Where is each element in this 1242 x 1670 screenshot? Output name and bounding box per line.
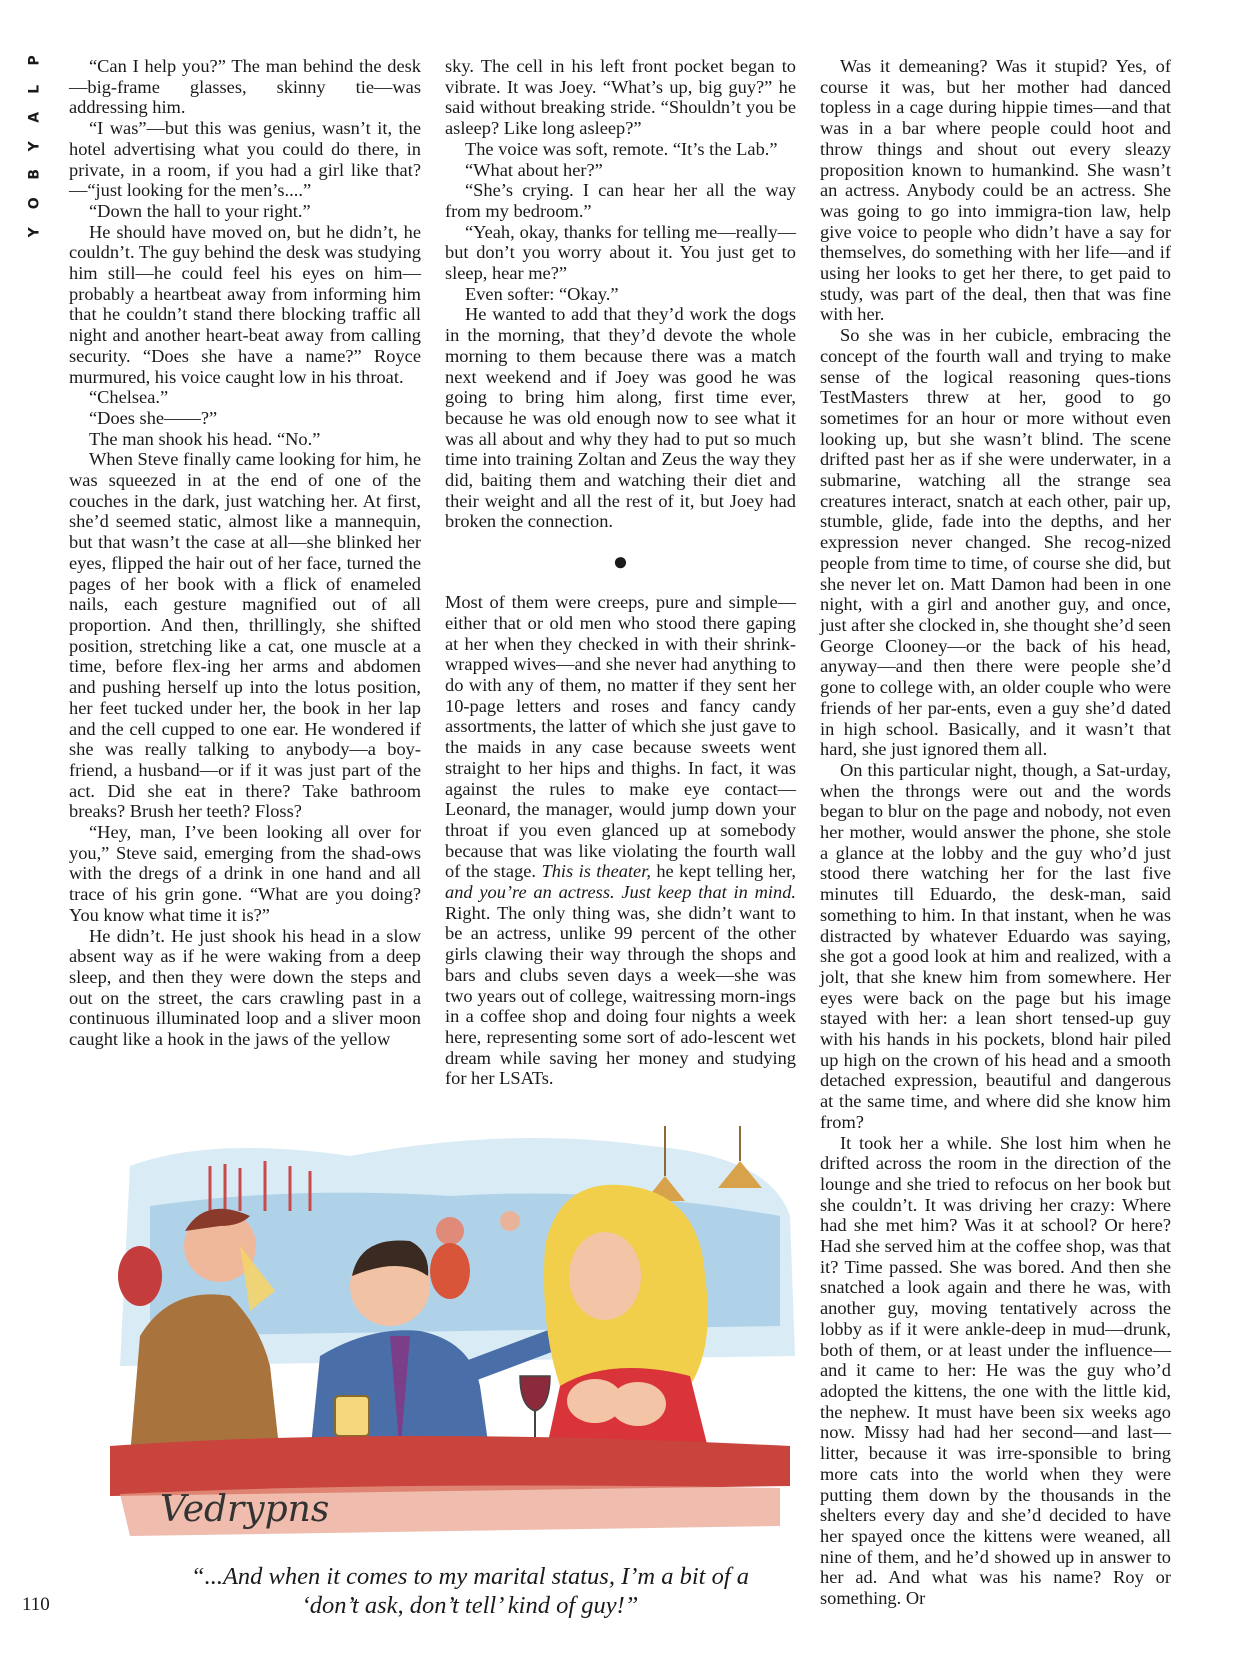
paragraph: “Yeah, okay, thanks for telling me—really—but don’t you worry about it. You just get to sleep, hear me?” <box>445 221 796 284</box>
masthead-letter: B <box>26 169 43 181</box>
caption-line: “...And when it comes to my marital status, I’m a bit of a <box>190 1563 750 1590</box>
paragraph: When Steve finally came looking for him, he was squeezed in at the end of one of the couches in the dark, just watching her. At first, she’d seemed static, almost like a mannequin, but that wasn’t the case at all—she blinked her eyes, flipped the hair out of her face, turned the pages of her book with a flick of enameled nails, each gesture magnified out of all proportion. And then, thrillingly, she shifted position, stretching like a cat, one muscle at a time, before flex-ing her arms and abdomen and pushing herself up into the lotus position, her feet tucked under her, the book in her lap and the cell cupped to one ear. He wondered if she was really talking to anybody—a boy-friend, a husband—or if it was just part of the act. Did she eat in there? Take bathroom breaks? Brush her teeth? Floss? <box>69 449 421 822</box>
paragraph: It took her a while. She lost him when he drifted across the room in the direction of the lounge and she tried to refocus on her book but she couldn’t. It was driving her crazy: Where had she met him? Was it at school? Or here? Had she served him at the coffee shop, was that it? Time passed. She was bored. And then she snatched a look again and there he was, with another guy, moving tentatively across the lobby as if it were ankle-deep in mud—drunk, both of them, or at least under the influence—and it came to her: He was the guy who’d adopted the kittens, the one with the little kid, the nephew. It must have been six weeks ago now. Missy had had her second—and last—litter, because it was irre-sponsible to bring more cats into the world when they were putting them down by the thousands in the shelters every day and she’d decided to have her spayed once the kittens were weaned, all nine of them, and he’d showed up in answer to her ad. And what was his name? Roy or something. Or <box>820 1132 1171 1609</box>
paragraph: So she was in her cubicle, embracing the concept of the fourth wall and trying to make sense of the logical reasoning ques-tions TestMasters threw at her, good to go sometimes for an hour or more without even looking up, but she wasn’t blind. The scene drifted past her as if she were underwater, in a submarine, watching all the strange sea creatures interact, snatch at each other, pair up, stumble, glide, fade into the depths, and her expression never changed. She recog-nized people from time to time, of course she did, but she never let on. Matt Damon had been in one night, with a girl and another guy, and once, just after she clocked in, she thought she’d seen George Clooney—or the back of his head, anyway—and then there were people she’d gone to college with, an older couple who were friends of her par-ents, even a guy she’d dated in high school. Basically, and it wasn’t that hard, she just ignored them all. <box>820 325 1171 760</box>
paragraph: On this particular night, though, a Sat-urday, when the throngs were out and the words began to blur on the page and nobody, not even her mother, would answer the phone, she stole a glance at the lobby and the guy who’d just stood there watching her for the last five minutes till Eduardo, the desk-man, said something to him. In that instant, when he was distracted by whatever Eduardo was saying, she got a good look at him and realized, with a jolt, that she knew him from somewhere. Her eyes were back on the page but his image stayed with her: a lean short tensed-up guy with his hands in his pockets, blond hair piled up high on the crown of his head and a smooth detached expression, beautiful and dangerous at the same time, and where did she know him from? <box>820 759 1171 1132</box>
paragraph: “What about her?” <box>465 159 603 180</box>
paragraph: He should have moved on, but he didn’t, he couldn’t. The guy behind the desk was studying him still—he could feel his eyes on him—probably a heartbeat away from informing him that he couldn’t stand there blocking traffic all night and another heart-beat away from calling security. “Does she have a name?” Royce murmured, his voice caught low in his throat. <box>69 221 421 387</box>
paragraph: sky. The cell in his left front pocket began to vibrate. It was Joey. “What’s up, big guy?” he said without breaking stride. “Shouldn’t you be asleep? Like long asleep?” <box>445 56 796 139</box>
background-person <box>118 1246 162 1306</box>
cartoon-caption <box>110 1562 830 1620</box>
paragraph: Was it demeaning? Was it stupid? Yes, of course it was, but her mother had danced topless in a cage during hippie times—and that was in a bar where people could hoot and throw things and shout out every sleazy proposition known to humankind. She wasn’t an actress. Anybody could be an actress. She was going to go into immigra-tion law, help give voice to people who didn’t have a say for themselves, do something with her life—and if using her looks to get her there, to get paid to study, was part of the deal, then that was fine with her. <box>820 56 1171 325</box>
paragraph: “Can I help you?” The man behind the desk—big-frame glasses, skinny tie—was addressing him. <box>69 56 421 118</box>
text-run: he kept telling her, <box>650 861 797 882</box>
paragraph <box>445 592 796 1089</box>
masthead-letter: L <box>26 84 43 94</box>
paragraph: Even softer: “Okay.” <box>465 283 619 304</box>
artist-signature: Vedrypns <box>160 1489 330 1530</box>
paragraph: He didn’t. He just shook his head in a slow absent way as if he were waking from a deep sleep, and then they were down the steps and out on the street, the cars crawling past in a continuous illuminated loop and a sliver moon caught like a hook in the jaws of the yellow <box>69 925 421 1050</box>
page-number: 110 <box>22 1594 50 1615</box>
paragraph: “Down the hall to your right.” <box>89 200 311 221</box>
paragraph: “Does she——?” <box>89 407 218 428</box>
masthead-letter: P <box>26 55 43 66</box>
italic-text: and you’re an actress. Just keep that in mind. <box>445 882 796 903</box>
background-person <box>430 1243 470 1299</box>
paragraph: “She’s crying. I can hear her all the way from my bedroom.” <box>445 180 796 221</box>
paragraph: “Hey, man, I’ve been looking all over for you,” Steve said, emerging from the shad-ows with the dregs of a drink in one hand and all trace of his grin gone. “What are you doing? You know what time it is?” <box>69 822 421 925</box>
masthead-letter: A <box>26 112 43 123</box>
text-run: Most of them were creeps, pure and simple—either that or old men who stood there gaping at her when they checked in with their shrink-wrapped wives—and she never had anything to do with any of them, no matter if they sent her 10-page letters and roses and fancy candy assortments, the latter of which she just gave to the maids in any case because sweets went straight to her hips and thighs. In fact, it was against the rules to make eye contact—Leonard, the manager, would jump down your throat if you even glanced up at somebody because that was like violating the fourth wall of the stage. <box>445 592 796 882</box>
text-run: Right. The only thing was, she didn’t want to be an actress, unlike 99 percent of the other girls clawing their way through the shops and bars and clubs seven days a week—she was two years out of college, waitressing morn-ings in a coffee shop and doing four nights a week here, representing some sort of ado-lescent wet dream while saving her money and studying for her LSATs. <box>445 902 796 1089</box>
text-column-2 <box>445 56 796 1089</box>
text-column-3 <box>820 56 1171 1609</box>
woman-blonde <box>544 1185 710 1456</box>
paragraph: The voice was soft, remote. “It’s the Lab.” <box>465 138 778 159</box>
caption-line: ‘don’t ask, don’t tell’ kind of guy!” <box>301 1592 639 1619</box>
paragraph: The man shook his head. “No.” <box>89 428 321 449</box>
paragraph: “I was”—but this was genius, wasn’t it, the hotel advertising what you could do there, in private, in a room, if you had a girl like that?—“just looking for the men’s....” <box>69 118 421 201</box>
masthead-letter: Y <box>26 141 43 152</box>
section-break-dot: ● <box>612 547 629 577</box>
masthead-vertical <box>24 46 46 246</box>
cartoon-illustration <box>90 1126 820 1556</box>
text-column-1 <box>69 56 421 1050</box>
paragraph: “Chelsea.” <box>89 387 169 408</box>
background-person <box>436 1217 464 1245</box>
paragraph: He wanted to add that they’d work the dogs in the morning, that they’d devote the whole morning to them because there was a match next weekend and if Joey was good he was going to bring him along, first time ever, because he was old enough now to see what it was all about and why they had to put so much time into training Zoltan and Zeus the way they did, baiting them and watching their diet and their weight and all the rest of it, but Joey had broken the connection. <box>445 304 796 532</box>
background-person <box>500 1211 520 1231</box>
italic-text: This is theater, <box>541 861 651 882</box>
masthead-letter: O <box>26 197 43 210</box>
masthead-letter: Y <box>26 226 43 237</box>
